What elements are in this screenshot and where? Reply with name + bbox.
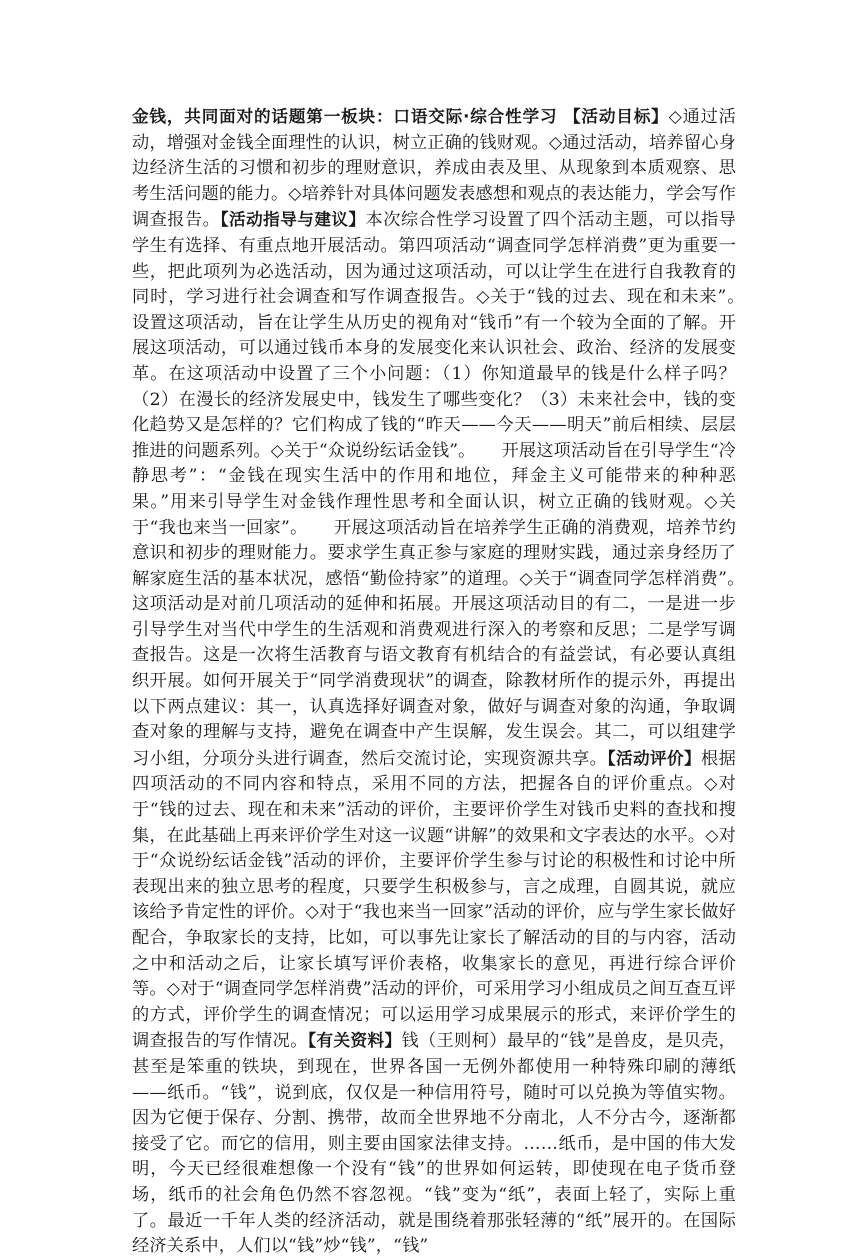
document-body: [132, 104, 771, 1260]
document-heading: 金钱，共同面对的话题第一板块：口语交际·综合性学习: [132, 107, 564, 126]
section-label-evaluation: 【活动评价】: [607, 748, 702, 768]
section-label-guidance: 【活动指导与建议】: [220, 210, 366, 230]
section-text-materials: 钱（王则柯）最早的“钱”是兽皮，是贝壳，甚至是笨重的铁块，到现在，世界各国一无例外都使用一种特殊印刷的薄纸——纸币。“钱”，说到底，仅仅是一种信用符号，随时可以兑换为等值实物。因为它便于保存、分割、携带，故而全世界地不分南北，人不分古今，逐渐都接受了它。而它的信用，则主要由国家法律支持。……纸币，是中国的伟大发明，今天已经很难想像一个没有“钱”的世界如何运转，即使现在电子货币登场，纸币的社会角色仍然不容忽视。“钱”变为“纸”，表面上轻了，实际上重了。最近一千年人类的经济活动，就是围绕着那张轻薄的“纸”展开的。在国际经济关系中，人们以“钱”炒“钱”，“钱”: [132, 1031, 736, 1257]
section-text-guidance: 本次综合性学习设置了四个活动主题，可以指导学生有选择、有重点地开展活动。第四项活动“调查同学怎样消费”更为重要一些，把此项列为必选活动，因为通过这项活动，可以让学生在进行自我教育的同时，学习进行社会调查和写作调查报告。◇关于“钱的过去、现在和未来”。 设置这项活动，旨在让学生从历史的视角对“钱币”有一个较为全面的了解。开展这项活动，可以通过钱币本身的发展变化来认识社会、政治、经济的发展变革。在这项活动中设置了三个小问题：（1）你知道最早的钱是什么样子吗？（2）在漫长的经济发展史中，钱发生了哪些变化？（3）未来社会中，钱的变化趋势又是怎样的？它们构成了钱的“昨天——今天——明天”前后相续、层层推进的问题系列。◇关于“众说纷纭话金钱”。 开展这项活动旨在引导学生“冷静思考”：“金钱在现实生活中的作用和地位，拜金主义可能带来的种种恶果。”用来引导学生对金钱作理性思考和全面认识，树立正确的钱财观。◇关于“我也来当一回家”。 开展这项活动旨在培养学生正确的消费观，培养节约意识和初步的理财能力。要求学生真正参与家庭的理财实践，通过亲身经历了解家庭生活的基本状况，感悟“勤俭持家”的道理。◇关于“调查同学怎样消费”。 这项活动是对前几项活动的延伸和拓展。开展这项活动目的有二，一是进一步引导学生对当代中学生的生活观和消费观进行深入的考察和反思；二是学写调查报告。这是一次将生活教育与语文教育有机结合的有益尝试，有必要认真组织开展。如何开展关于“同学消费现状”的调查，除教材所作的提示外，再提出以下两点建议：其一，认真选择好调查对象，做好与调查对象的沟通，争取调查对象的理解与支持，避免在调查中产生误解，发生误会。其二，可以组建学习小组，分项分头进行调查，然后交流讨论，实现资源共享。: [132, 210, 771, 769]
section-text-evaluation: 根据四项活动的不同内容和特点，采用不同的方法，把握各自的评价重点。◇对于“钱的过去、现在和未来”活动的评价，主要评价学生对钱币史料的查找和搜集，在此基础上再来评价学生对这一议题“讲解”的效果和文字表达的水平。◇对于“众说纷纭话金钱”活动的评价，主要评价学生参与讨论的积极性和讨论中所表现出来的独立思考的程度，只要学生积极参与，言之成理，自圆其说，就应该给予肯定性的评价。◇对于“我也来当一回家”活动的评价，应与学生家长做好配合，争取家长的支持，比如，可以事先让家长了解活动的目的与内容，活动之中和活动之后，让家长填写评价表格，收集家长的意见，再进行综合评价等。◇对于“调查同学怎样消费”活动的评价，可采用学习小组成员之间互查互评的方式，评价学生的调查情况；可以运用学习成果展示的形式，来评价学生的调查报告的写作情况。: [132, 748, 736, 1052]
document-page: [132, 104, 771, 1260]
section-text-goals: ◇通过活动，增强对金钱全面理性的认识，树立正确的钱财观。◇通过活动，培养留心身边经济生活的习惯和初步的理财意识，养成由表及里、从现象到本质观察、思考生活问题的能力。◇培养针对具体问题发表感想和观点的表达能力，学会写作调查报告。: [132, 107, 736, 231]
section-label-goals: 【活动目标】: [564, 107, 669, 126]
section-label-materials: 【有关资料】: [307, 1031, 402, 1051]
